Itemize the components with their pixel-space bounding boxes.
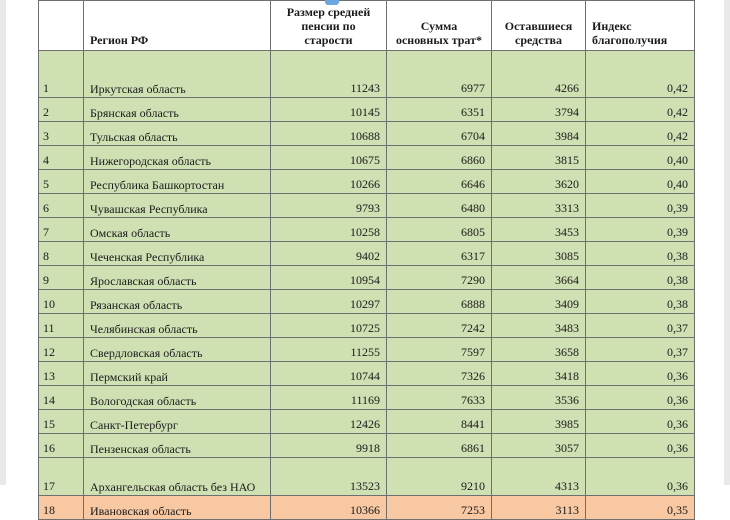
pension-cell[interactable]: 10297	[271, 290, 387, 314]
region-cell[interactable]: Челябинская область	[84, 314, 271, 338]
remaining-cell[interactable]: 4266	[492, 74, 586, 98]
remaining-cell[interactable]: 3085	[492, 242, 586, 266]
index-cell[interactable]: 0,35	[586, 496, 695, 520]
pension-cell[interactable]: 10688	[271, 122, 387, 146]
row-number[interactable]: 11	[39, 314, 84, 338]
table-row[interactable]	[39, 74, 695, 98]
table-row[interactable]	[39, 98, 695, 122]
header-expenses: Сумма основных трат*	[387, 1, 492, 51]
table-row[interactable]	[39, 434, 695, 458]
spacer-row	[39, 51, 695, 75]
region-cell[interactable]: Пензенская область	[84, 434, 271, 458]
row-number[interactable]: 3	[39, 122, 84, 146]
expenses-cell[interactable]: 6646	[387, 170, 492, 194]
row-number[interactable]: 16	[39, 434, 84, 458]
table-row[interactable]	[39, 362, 695, 386]
row-number[interactable]: 7	[39, 218, 84, 242]
expenses-cell[interactable]: 7633	[387, 386, 492, 410]
region-cell[interactable]: Ярославская область	[84, 266, 271, 290]
expenses-cell[interactable]: 7326	[387, 362, 492, 386]
row-number[interactable]: 15	[39, 410, 84, 434]
pension-cell[interactable]: 11243	[271, 74, 387, 98]
row-number[interactable]: 13	[39, 362, 84, 386]
pension-cell[interactable]: 9918	[271, 434, 387, 458]
pension-cell[interactable]: 10954	[271, 266, 387, 290]
row-number[interactable]: 17	[39, 458, 84, 496]
table-row[interactable]	[39, 496, 695, 520]
table-row[interactable]	[39, 386, 695, 410]
remaining-cell[interactable]: 3418	[492, 362, 586, 386]
expenses-cell[interactable]: 6861	[387, 434, 492, 458]
region-cell[interactable]: Иркутская область	[84, 74, 271, 98]
index-cell[interactable]: 0,37	[586, 338, 695, 362]
index-cell[interactable]: 0,39	[586, 194, 695, 218]
row-number[interactable]: 12	[39, 338, 84, 362]
remaining-cell[interactable]: 3453	[492, 218, 586, 242]
index-cell[interactable]: 0,37	[586, 314, 695, 338]
region-cell[interactable]: Пермский край	[84, 362, 271, 386]
expenses-cell[interactable]: 6977	[387, 74, 492, 98]
row-number[interactable]: 4	[39, 146, 84, 170]
index-cell[interactable]: 0,38	[586, 242, 695, 266]
pension-cell[interactable]: 13523	[271, 458, 387, 496]
expenses-cell[interactable]: 6860	[387, 146, 492, 170]
expenses-cell[interactable]: 6704	[387, 122, 492, 146]
pension-cell[interactable]: 9402	[271, 242, 387, 266]
region-cell[interactable]: Санкт-Петербург	[84, 410, 271, 434]
index-cell[interactable]: 0,42	[586, 98, 695, 122]
expenses-cell[interactable]: 7242	[387, 314, 492, 338]
region-cell[interactable]: Рязанская область	[84, 290, 271, 314]
pension-cell[interactable]: 10675	[271, 146, 387, 170]
region-cell[interactable]: Архангельская область без НАО	[84, 458, 271, 496]
pension-cell[interactable]: 9793	[271, 194, 387, 218]
header-region: Регион РФ	[84, 1, 271, 51]
header-pension: Размер средней пенсии по старости	[271, 1, 387, 51]
region-cell[interactable]: Чеченская Республика	[84, 242, 271, 266]
remaining-cell[interactable]: 3536	[492, 386, 586, 410]
remaining-cell[interactable]: 3815	[492, 146, 586, 170]
remaining-cell[interactable]: 4313	[492, 458, 586, 496]
row-number[interactable]: 6	[39, 194, 84, 218]
expenses-cell[interactable]: 6888	[387, 290, 492, 314]
selection-handle	[325, 0, 339, 5]
remaining-cell[interactable]: 3620	[492, 170, 586, 194]
region-cell[interactable]: Тульская область	[84, 122, 271, 146]
row-number[interactable]: 1	[39, 74, 84, 98]
index-cell[interactable]: 0,42	[586, 74, 695, 98]
pension-cell[interactable]: 10145	[271, 98, 387, 122]
pension-cell[interactable]: 10725	[271, 314, 387, 338]
row-number[interactable]: 8	[39, 242, 84, 266]
index-cell[interactable]: 0,40	[586, 146, 695, 170]
pension-cell[interactable]: 11255	[271, 338, 387, 362]
region-cell[interactable]: Вологодская область	[84, 386, 271, 410]
table-row[interactable]	[39, 122, 695, 146]
expenses-cell[interactable]: 7290	[387, 266, 492, 290]
index-cell[interactable]: 0,36	[586, 410, 695, 434]
row-number[interactable]: 14	[39, 386, 84, 410]
header-row	[39, 1, 695, 51]
pension-cell[interactable]: 10366	[271, 496, 387, 520]
remaining-cell[interactable]: 3985	[492, 410, 586, 434]
region-cell[interactable]: Нижегородская область	[84, 146, 271, 170]
pension-cell[interactable]: 10258	[271, 218, 387, 242]
header-remaining: Оставшиеся средства	[492, 1, 586, 51]
index-cell[interactable]: 0,36	[586, 434, 695, 458]
remaining-cell[interactable]: 3664	[492, 266, 586, 290]
index-cell[interactable]: 0,42	[586, 122, 695, 146]
table-row[interactable]	[39, 338, 695, 362]
row-number[interactable]: 5	[39, 170, 84, 194]
expenses-cell[interactable]: 9210	[387, 458, 492, 496]
table-row[interactable]	[39, 410, 695, 434]
left-frame	[0, 0, 6, 485]
expenses-cell[interactable]: 7253	[387, 496, 492, 520]
expenses-cell[interactable]: 8441	[387, 410, 492, 434]
remaining-cell[interactable]: 3113	[492, 496, 586, 520]
remaining-cell[interactable]: 3658	[492, 338, 586, 362]
remaining-cell[interactable]: 3794	[492, 98, 586, 122]
region-cell[interactable]: Республика Башкортостан	[84, 170, 271, 194]
table-row[interactable]	[39, 170, 695, 194]
pension-table	[38, 0, 695, 520]
remaining-cell[interactable]: 3313	[492, 194, 586, 218]
index-cell[interactable]: 0,38	[586, 290, 695, 314]
index-cell[interactable]: 0,36	[586, 386, 695, 410]
remaining-cell[interactable]: 3984	[492, 122, 586, 146]
index-cell[interactable]: 0,39	[586, 218, 695, 242]
table-row[interactable]	[39, 194, 695, 218]
row-number[interactable]: 2	[39, 98, 84, 122]
index-cell[interactable]: 0,40	[586, 170, 695, 194]
row-number[interactable]: 10	[39, 290, 84, 314]
remaining-cell[interactable]: 3057	[492, 434, 586, 458]
region-cell[interactable]: Брянская область	[84, 98, 271, 122]
remaining-cell[interactable]: 3409	[492, 290, 586, 314]
row-number[interactable]: 18	[39, 496, 84, 520]
header-num	[39, 1, 84, 51]
index-cell[interactable]: 0,36	[586, 362, 695, 386]
expenses-cell[interactable]: 6805	[387, 218, 492, 242]
region-cell[interactable]: Чувашская Республика	[84, 194, 271, 218]
region-cell[interactable]: Омская область	[84, 218, 271, 242]
expenses-cell[interactable]: 7597	[387, 338, 492, 362]
index-cell[interactable]: 0,36	[586, 458, 695, 496]
table-row[interactable]	[39, 146, 695, 170]
pension-cell[interactable]: 12426	[271, 410, 387, 434]
table-row[interactable]	[39, 218, 695, 242]
expenses-cell[interactable]: 6480	[387, 194, 492, 218]
expenses-cell[interactable]: 6317	[387, 242, 492, 266]
table-row[interactable]	[39, 290, 695, 314]
table-row[interactable]	[39, 266, 695, 290]
table-row[interactable]	[39, 458, 695, 496]
remaining-cell[interactable]: 3483	[492, 314, 586, 338]
pension-cell[interactable]: 10266	[271, 170, 387, 194]
pension-cell[interactable]: 11169	[271, 386, 387, 410]
table-row[interactable]	[39, 242, 695, 266]
header-index: Индекс благополучия	[586, 1, 695, 51]
index-cell[interactable]: 0,38	[586, 266, 695, 290]
region-cell[interactable]: Свердловская область	[84, 338, 271, 362]
expenses-cell[interactable]: 6351	[387, 98, 492, 122]
right-frame	[724, 0, 730, 485]
row-number[interactable]: 9	[39, 266, 84, 290]
region-cell[interactable]: Ивановская область	[84, 496, 271, 520]
pension-cell[interactable]: 10744	[271, 362, 387, 386]
table-body	[39, 51, 695, 520]
table-row[interactable]	[39, 314, 695, 338]
